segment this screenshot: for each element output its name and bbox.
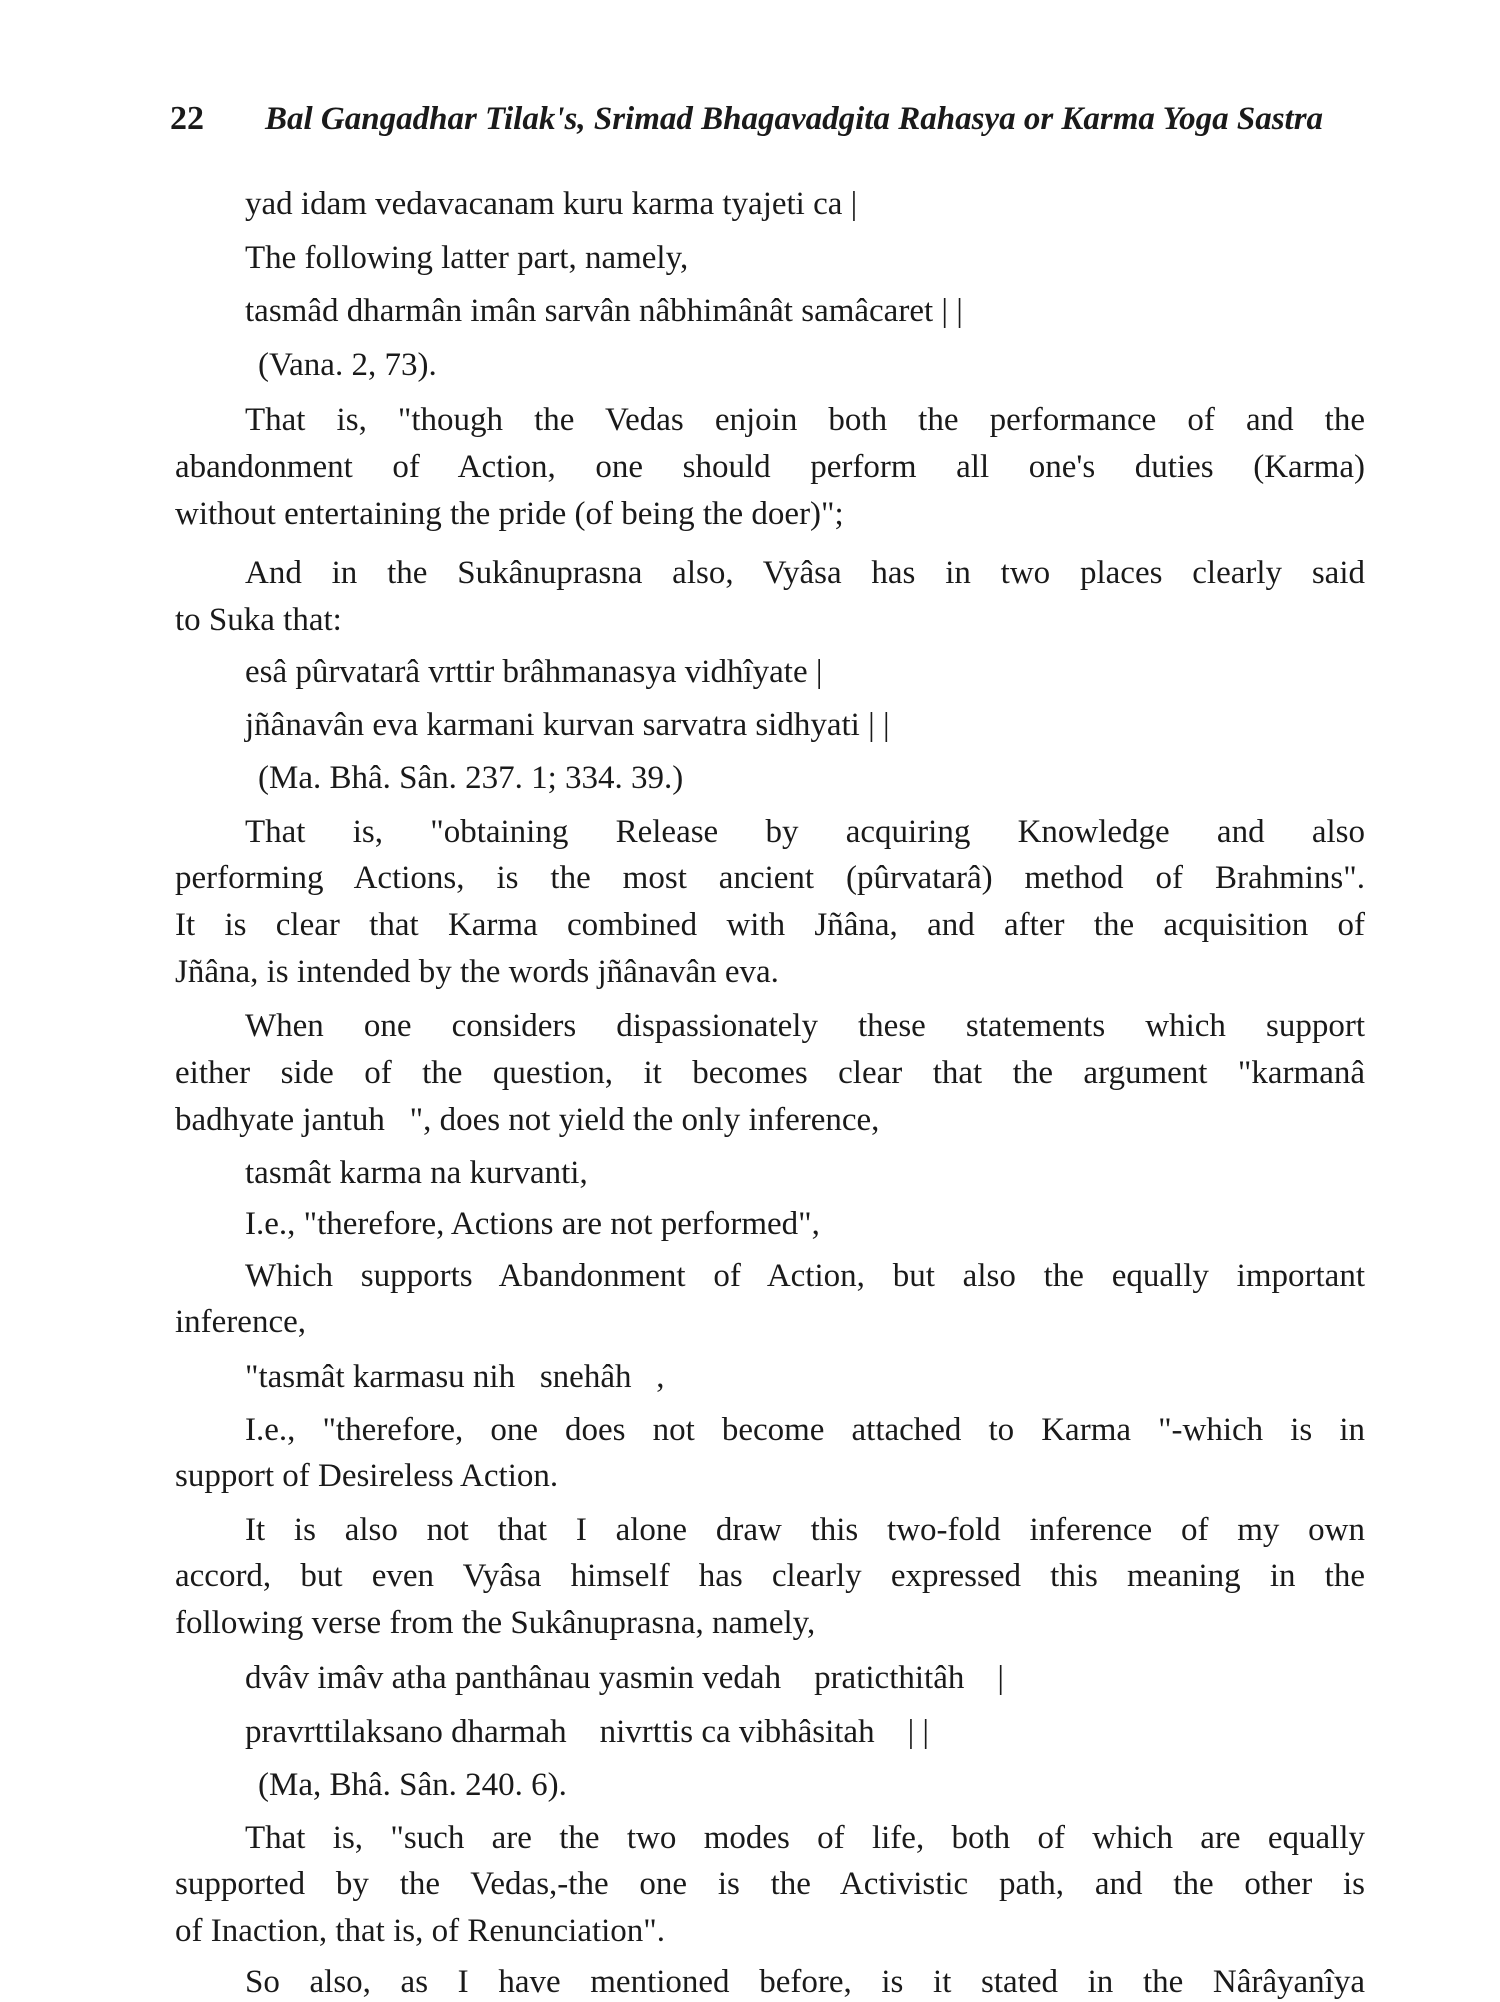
paragraph-line: That is, "though the Vedas enjoin both the performance of and the [245,402,1365,438]
paragraph-line: following verse from the Sukânuprasna, namely, [175,1605,816,1641]
paragraph-line: It is also not that I alone draw this two-fold inference of my own [245,1512,1365,1548]
verse-line: dvâv imâv atha panthânau yasmin vedah praticthitâh | [245,1660,1004,1696]
verse-line: esâ pûrvatarâ vrttir brâhmanasya vidhîyate | [245,654,823,690]
running-title: Bal Gangadhar Tilak's, Srimad Bhagavadgita Rahasya or Karma Yoga Sastra [265,101,1324,137]
paragraph-line: That is, "obtaining Release by acquiring Knowledge and also [245,814,1365,850]
verse-line: "tasmât karmasu nih snehâh , [245,1359,665,1395]
text-line: I.e., "therefore, Actions are not performed", [245,1206,820,1242]
paragraph-line: of Inaction, that is, of Renunciation". [175,1913,666,1949]
paragraph-line: That is, "such are the two modes of life, both of which are equally [245,1820,1365,1856]
paragraph-line: support of Desireless Action. [175,1458,559,1494]
paragraph-line: Jñâna, is intended by the words jñânavân eva. [175,954,779,990]
verse-line: yad idam vedavacanam kuru karma tyajeti ca | [245,186,858,222]
paragraph-line: When one considers dispassionately these statements which support [245,1008,1365,1044]
verse-line: tasmât karma na kurvanti, [245,1155,588,1191]
paragraph-line: I.e., "therefore, one does not become attached to Karma "-which is in [245,1412,1365,1448]
paragraph-line: abandonment of Action, one should perform all one's duties (Karma) [175,449,1365,485]
verse-line: tasmâd dharmân imân sarvân nâbhimânât samâcaret | | [245,293,963,329]
paragraph-line: inference, [175,1304,306,1340]
paragraph-line: supported by the Vedas,-the one is the Activistic path, and the other is [175,1866,1365,1902]
paragraph-line: It is clear that Karma combined with Jñâna, and after the acquisition of [175,907,1365,943]
paragraph-line: without entertaining the pride (of being the doer)"; [175,496,844,532]
paragraph-line: And in the Sukânuprasna also, Vyâsa has in two places clearly said [245,555,1365,591]
verse-line: jñânavân eva karmani kurvan sarvatra sidhyati | | [245,707,890,743]
paragraph-line: either side of the question, it becomes clear that the argument "karmanâ [175,1055,1365,1091]
paragraph-line: So also, as I have mentioned before, is it stated in the Nârâyanîya [245,1964,1365,2000]
paragraph-line: to Suka that: [175,602,342,638]
citation-line: (Vana. 2, 73). [258,347,437,383]
citation-line: (Ma, Bhâ. Sân. 240. 6). [258,1767,567,1803]
paragraph-line: badhyate jantuh ", does not yield the only inference, [175,1102,880,1138]
citation-line: (Ma. Bhâ. Sân. 237. 1; 334. 39.) [258,760,684,796]
paragraph-line: accord, but even Vyâsa himself has clearly expressed this meaning in the [175,1558,1365,1594]
paragraph-line: performing Actions, is the most ancient (pûrvatarâ) method of Brahmins". [175,860,1365,896]
paragraph-line: Which supports Abandonment of Action, but also the equally important [245,1258,1365,1294]
verse-line: pravrttilaksano dharmah nivrttis ca vibhâsitah | | [245,1714,930,1750]
running-header [170,100,1350,150]
page-number: 22 [170,100,204,137]
text-line: The following latter part, namely, [245,240,689,276]
